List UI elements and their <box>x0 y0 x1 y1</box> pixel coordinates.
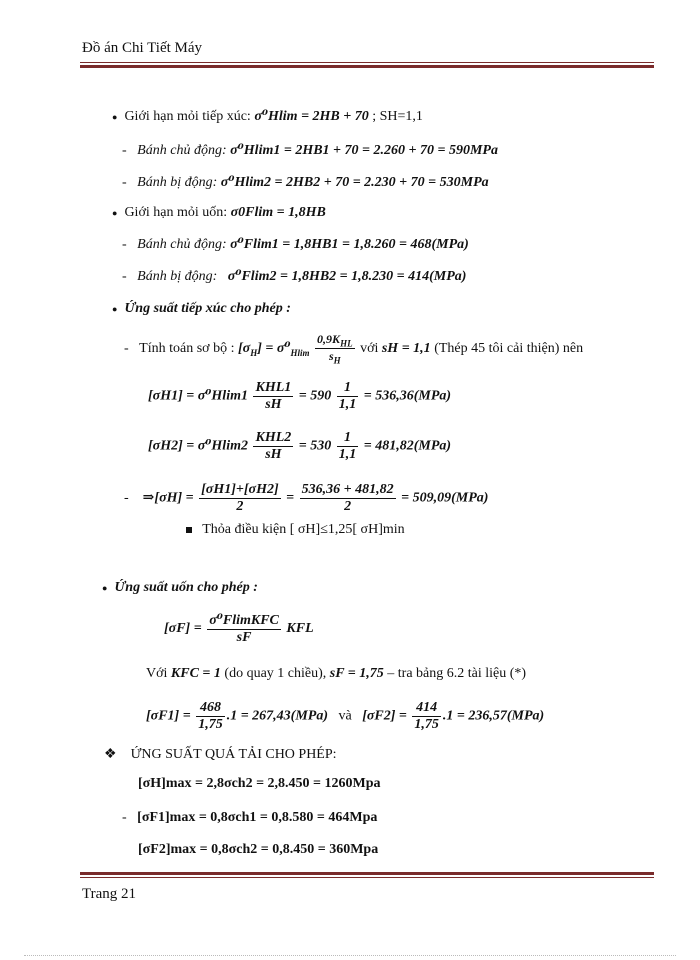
eq-h-num2: 536,36 + 481,82 <box>301 482 394 497</box>
eq-f-lhs: [σF] = <box>164 621 202 637</box>
eq-h2-n1: 1 <box>337 430 359 447</box>
contact-limit-formula: σ⁰Hlim = 2HB + 70 <box>254 109 369 124</box>
bend-limit-label: Giới hạn mỏi uốn: <box>124 205 228 220</box>
eq-f1-rhs: .1 = 267,43(MPa) <box>226 708 328 724</box>
eq-f2-num: 414 <box>412 700 441 717</box>
footer-rule-thick <box>80 872 654 875</box>
eq-h2-mid: = 530 <box>298 438 332 454</box>
contact-drive-label: Bánh chủ động: <box>137 143 227 158</box>
eq-h-rhs: = 509,09(MPa) <box>401 490 489 506</box>
with-note1: (do quay 1 chiều), <box>224 666 327 681</box>
contact-allow-title: Ứng suất tiếp xúc cho phép : <box>124 301 291 316</box>
ov-f1: [σF1]max = 0,8σch1 = 0,8.580 = 464Mpa <box>137 810 378 825</box>
prelim-label: Tính toán sơ bộ : <box>139 341 235 357</box>
page-number: Trang 21 <box>82 886 137 902</box>
eq-f1-num: 468 <box>196 700 225 717</box>
contact-driven-row: - Bánh bị động: σ⁰Hlim2 = 2HB2 + 70 = 2.230 + 70 = 530MPa <box>122 175 489 190</box>
contact-driven-formula: σ⁰Hlim2 = 2HB2 + 70 = 2.230 + 70 = 530MPa <box>220 175 489 190</box>
eq-h1 <box>148 380 451 413</box>
page-divider <box>24 955 676 956</box>
with-line <box>146 666 526 682</box>
condition-text: Thỏa điều kiện [ σH]≤1,25[ σH]min <box>202 522 405 537</box>
ov-h: [σH]max = 2,8σch2 = 2,8.450 = 1260Mpa <box>138 776 381 791</box>
header-rule-thick <box>80 65 654 68</box>
with-kfc: KFC = 1 <box>170 666 221 681</box>
bullet-icon: ● <box>112 112 118 122</box>
eq-f1-f2 <box>146 700 544 733</box>
bend-driven-row: - Bánh bị động: σ⁰Flim2 = 1,8HB2 = 1,8.230 = 414(MPa) <box>122 269 467 284</box>
eq-f <box>164 612 314 646</box>
eq-h: - ⇒[σH] = $\frac{[\sigma H1]+[\sigma H2]}{2}$ = $\frac{536,36 + 481,82}{2}$ = 509,09(MPa) <box>124 482 489 514</box>
eq-f-rhs: KFL <box>286 621 314 637</box>
eq-h2-den: sH <box>265 447 282 462</box>
footer-rule-thin <box>80 877 654 878</box>
eq-f1-lhs: [σF1] = <box>146 708 191 724</box>
eq-h-den2: 2 <box>344 499 352 514</box>
header-rule-thin <box>80 62 654 63</box>
contact-driven-label: Bánh bị động: <box>137 175 218 190</box>
bullet-icon: ● <box>112 304 118 314</box>
bend-limit-formula: σ0Flim = 1,8HB <box>230 205 326 220</box>
eq-h1-num: KHL1 <box>255 380 292 395</box>
bend-drive-formula: σ⁰Flim1 = 1,8HB1 = 1,8.260 = 468(MPa) <box>230 237 469 252</box>
bend-allow-title-row <box>102 580 258 596</box>
eq-h-num: [σH1]+[σH2] <box>201 482 279 497</box>
bend-allow-title: Ứng suất uốn cho phép : <box>114 580 258 595</box>
eq-h2-num: KHL2 <box>255 430 292 445</box>
eq-h2-d1: 1,1 <box>338 447 357 462</box>
eq-f-num: σ⁰FlimKFC <box>209 613 279 628</box>
eq-h1-mid: = 590 <box>298 388 332 404</box>
prelim-sh: sH = 1,1 <box>381 341 431 357</box>
bullet-icon: ● <box>112 208 118 218</box>
eq-h1-den: sH <box>265 397 282 412</box>
eq-h-lhs: ⇒[σH] = <box>142 490 194 506</box>
with-sf: sF = 1,75 <box>329 666 384 681</box>
diamond-bullet-icon: ❖ <box>104 747 117 762</box>
bullet-icon: ● <box>102 583 108 593</box>
prelim-with: với <box>360 341 379 357</box>
overload-title-row <box>104 746 337 763</box>
eq-h1-rhs: = 536,36(MPa) <box>363 388 452 404</box>
overload-title: ỨNG SUẤT QUÁ TẢI CHO PHÉP: <box>130 747 337 762</box>
eq-f1-den: 1,75 <box>198 717 223 732</box>
ov-f2: [σF2]max = 0,8σch2 = 0,8.450 = 360Mpa <box>138 842 379 857</box>
bend-limit-row <box>112 205 326 221</box>
contact-allow-title-row <box>112 301 291 317</box>
prelim-note: (Thép 45 tôi cải thiện) nên <box>434 341 584 357</box>
contact-drive-formula: σ⁰Hlim1 = 2HB1 + 70 = 2.260 + 70 = 590MPa <box>230 143 498 158</box>
with-prefix: Với <box>146 666 168 681</box>
prelim-row: - Tính toán sơ bộ : $[\sigma_H] = \sigma^0_{Hlim}$ $\frac{0,9K_{HL}}{s_H}$ với sH = 1,1 (Thép 45 tôi cải thiện) nên <box>124 332 584 366</box>
contact-limit-extra: ; SH=1,1 <box>372 109 423 124</box>
eq-f-den: sF <box>236 630 252 645</box>
bend-drive-label: Bánh chủ động: <box>137 237 227 252</box>
eq-f2-den: 1,75 <box>414 717 439 732</box>
contact-limit-label: Giới hạn mỏi tiếp xúc: <box>124 109 251 124</box>
eq-h1-d1: 1,1 <box>338 397 357 412</box>
eq-f2-lhs: [σF2] = <box>362 708 407 724</box>
eq-h1-lhs: [σH1] = σ⁰Hlim1 <box>148 388 248 404</box>
bend-driven-label: Bánh bị động: <box>137 269 218 284</box>
header-title: Đồ án Chi Tiết Máy <box>82 40 203 56</box>
and-text: và <box>338 708 352 724</box>
with-note2: – tra bảng 6.2 tài liệu (*) <box>387 666 527 681</box>
ov-f1-row: - [σF1]max = 0,8σch1 = 0,8.580 = 464Mpa <box>122 810 378 825</box>
bend-driven-formula: σ⁰Flim2 = 1,8HB2 = 1,8.230 = 414(MPa) <box>227 269 467 284</box>
square-bullet-icon <box>186 527 192 533</box>
bend-drive-row: - Bánh chủ động: σ⁰Flim1 = 1,8HB1 = 1,8.260 = 468(MPa) <box>122 237 469 252</box>
eq-h2-rhs: = 481,82(MPa) <box>363 438 452 454</box>
eq-h-den: 2 <box>236 499 244 514</box>
contact-limit-row <box>112 108 423 125</box>
eq-h2-lhs: [σH2] = σ⁰Hlim2 <box>148 438 248 454</box>
eq-h1-n1: 1 <box>337 380 359 397</box>
condition-row <box>186 522 405 538</box>
eq-h2 <box>148 430 451 463</box>
eq-f2-rhs: .1 = 236,57(MPa) <box>442 708 545 724</box>
contact-drive-row: - Bánh chủ động: σ⁰Hlim1 = 2HB1 + 70 = 2.260 + 70 = 590MPa <box>122 143 498 158</box>
